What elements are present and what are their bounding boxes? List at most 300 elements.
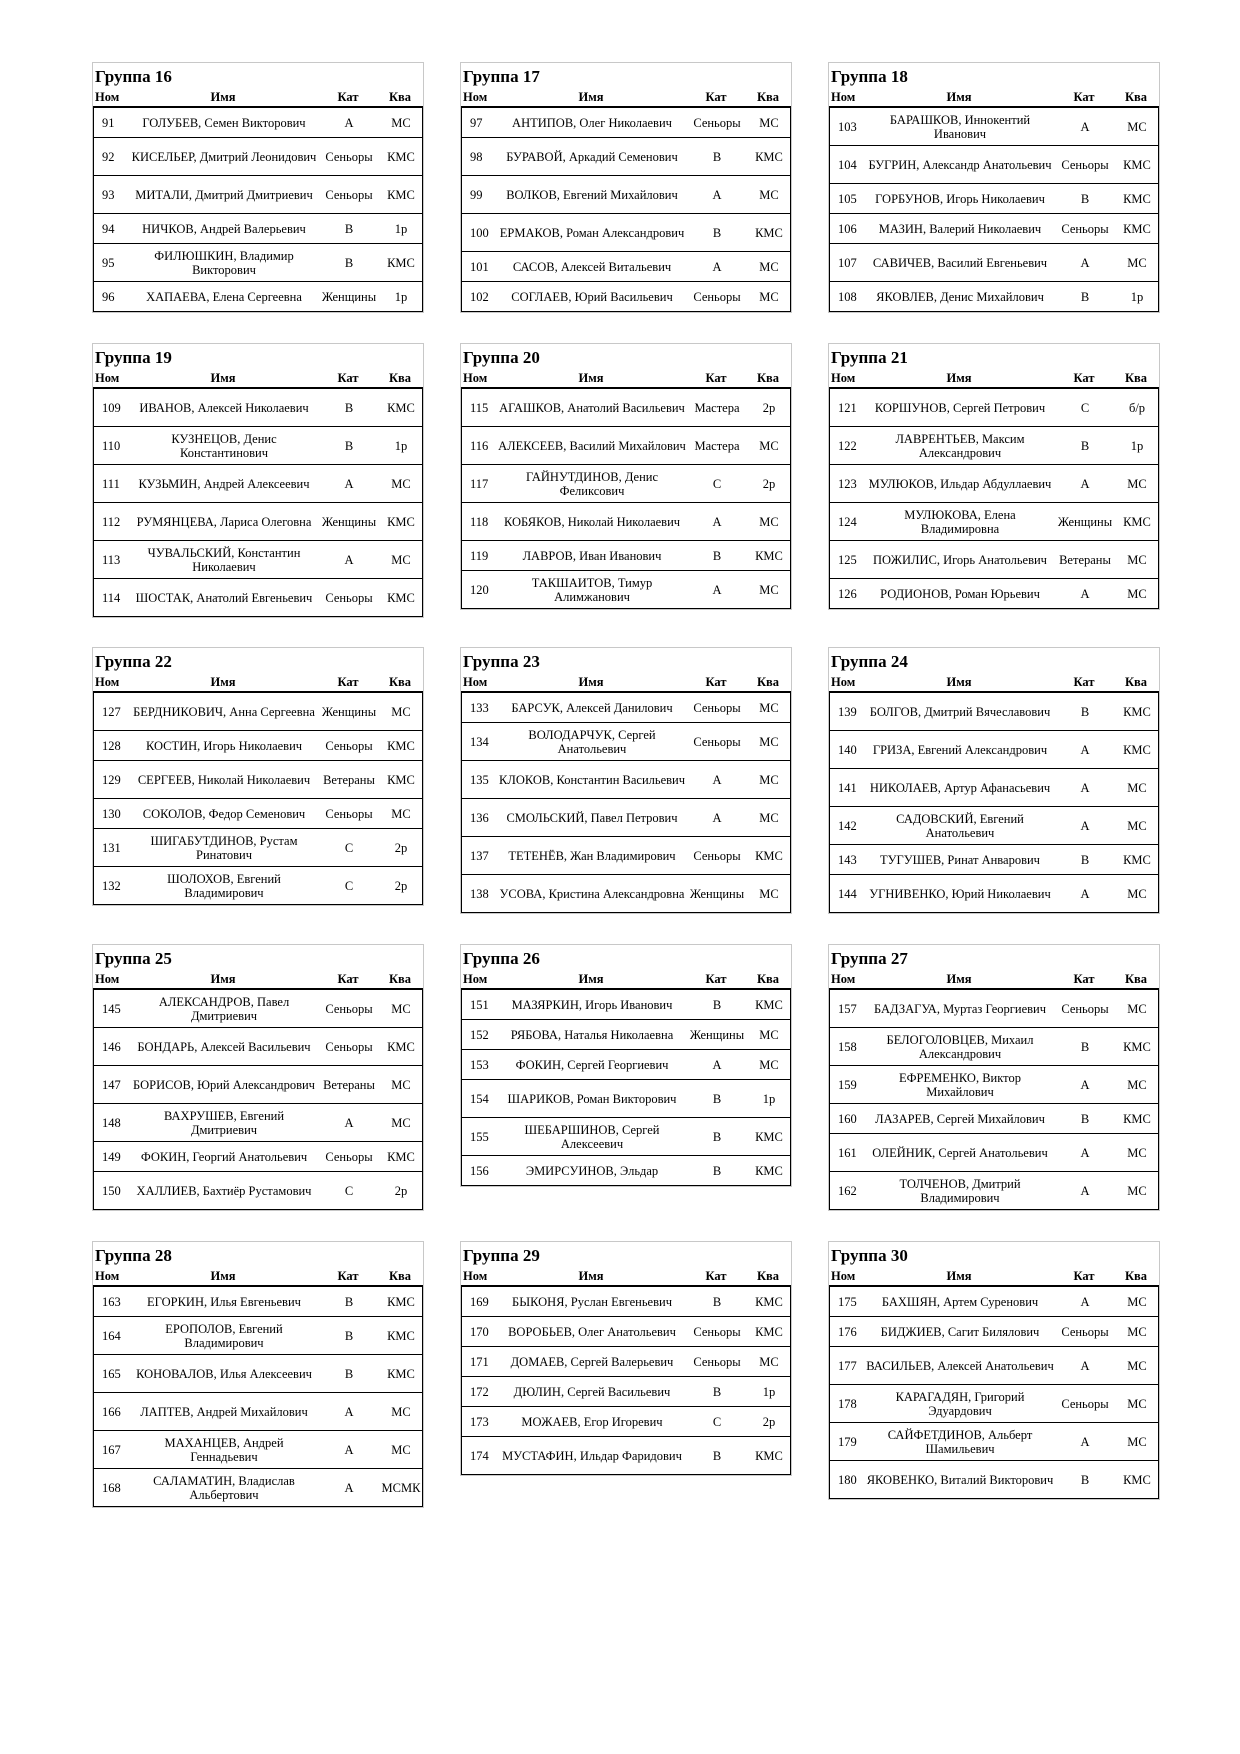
row-name: РЯБОВА, Наталья Николаевна <box>510 1027 674 1042</box>
table-row <box>94 176 422 214</box>
row-num: 179 <box>838 1434 857 1449</box>
table-row <box>94 761 422 799</box>
row-cat: A <box>1080 1145 1090 1160</box>
row-name: БЫКОНЯ, Руслан Евгеньевич <box>512 1294 672 1309</box>
header-name: Имя <box>210 675 236 689</box>
header-num: Ном <box>95 90 120 104</box>
row-num: 106 <box>838 221 857 236</box>
table-row <box>830 579 1158 609</box>
header-kva: Ква <box>1124 90 1148 104</box>
row-kva: б/р <box>1128 400 1146 415</box>
row-name: ШЕБАРШИНОВ, Сергей Алексеевич <box>524 1122 660 1151</box>
row-kva: МС <box>759 734 779 749</box>
row-name: ВАСИЛЬЕВ, Алексей Анатольевич <box>866 1358 1054 1373</box>
header-cat: Кат <box>337 1269 359 1283</box>
table-row <box>830 541 1158 579</box>
row-cat: B <box>712 1129 722 1144</box>
row-kva: МС <box>1127 1294 1147 1309</box>
table-body <box>93 693 423 905</box>
header-cat: Кат <box>337 675 359 689</box>
row-name: ПОЖИЛИС, Игорь Анатольевич <box>873 552 1047 567</box>
row-kva: КМС <box>387 514 415 529</box>
row-num: 121 <box>838 400 857 415</box>
row-cat: Сеньоры <box>325 590 373 605</box>
row-num: 124 <box>838 514 857 529</box>
row-num: 177 <box>838 1358 857 1373</box>
row-num: 102 <box>470 289 489 304</box>
row-name: ДОМАЕВ, Сергей Валерьевич <box>510 1354 674 1369</box>
row-name: БЕРДНИКОВИЧ, Анна Сергеевна <box>133 704 315 719</box>
row-kva: КМС <box>755 225 783 240</box>
row-num: 125 <box>838 552 857 567</box>
table-row <box>462 1407 790 1437</box>
row-num: 148 <box>102 1115 121 1130</box>
row-num: 111 <box>102 476 120 491</box>
row-kva: МС <box>391 476 411 491</box>
row-kva: МС <box>759 1354 779 1369</box>
row-kva: КМС <box>387 1149 415 1164</box>
table-row <box>94 138 422 176</box>
table-row <box>462 389 790 427</box>
table-row <box>830 1423 1158 1461</box>
header-cat: Кат <box>705 675 727 689</box>
table-row <box>94 1355 422 1393</box>
row-num: 131 <box>102 840 121 855</box>
row-name: САЛАМАТИН, Владислав Альбертович <box>153 1473 295 1502</box>
table-row <box>94 427 422 465</box>
row-name: БУРАВОЙ, Аркадий Семенович <box>506 149 678 164</box>
row-name: БЕЛОГОЛОВЦЕВ, Михаил Александрович <box>886 1032 1034 1061</box>
row-name: ДЮЛИН, Сергей Васильевич <box>513 1384 671 1399</box>
group-19-table <box>92 343 424 618</box>
table-row <box>462 427 790 465</box>
table-row <box>94 1431 422 1469</box>
row-name: ТОЛЧЕНОВ, Дмитрий Владимирович <box>899 1176 1021 1205</box>
header-name: Имя <box>946 972 972 986</box>
table-row <box>462 1287 790 1317</box>
row-cat: B <box>1080 852 1090 867</box>
table-row <box>94 1104 422 1142</box>
row-cat: B <box>1080 289 1090 304</box>
row-name: ФОКИН, Сергей Георгиевич <box>515 1057 669 1072</box>
row-name: КЛОКОВ, Константин Васильевич <box>499 772 685 787</box>
row-num: 93 <box>102 187 115 202</box>
table-row <box>94 693 422 731</box>
row-name: КУЗНЕЦОВ, Денис Константинович <box>171 431 277 460</box>
row-kva: МС <box>759 115 779 130</box>
header-kva: Ква <box>756 675 780 689</box>
row-cat: A <box>712 514 722 529</box>
row-kva: МС <box>1127 1324 1147 1339</box>
row-num: 110 <box>102 438 121 453</box>
row-name: ТУГУШЕВ, Ринат Анварович <box>880 852 1040 867</box>
row-cat: Мастера <box>694 400 740 415</box>
row-kva: КМС <box>1123 1472 1151 1487</box>
table-row <box>830 1385 1158 1423</box>
row-kva: КМС <box>1123 514 1151 529</box>
row-kva: 2р <box>762 1414 776 1429</box>
row-name: БАРСУК, Алексей Данилович <box>511 700 673 715</box>
row-cat: Ветераны <box>1059 552 1111 567</box>
header-num: Ном <box>831 1269 856 1283</box>
table-row <box>462 252 790 282</box>
header-num: Ном <box>463 972 488 986</box>
row-cat: A <box>344 1480 354 1495</box>
row-name: МАЗЯРКИН, Игорь Иванович <box>511 997 673 1012</box>
group-title: Группа 30 <box>831 1246 908 1265</box>
row-name: ГАЙНУТДИНОВ, Денис Феликсович <box>526 469 658 498</box>
table-body <box>829 693 1159 913</box>
table-row <box>830 769 1158 807</box>
group-21-table <box>828 343 1160 610</box>
group-title: Группа 16 <box>95 67 172 86</box>
row-cat: A <box>344 1442 354 1457</box>
header-cat: Кат <box>1073 371 1095 385</box>
header-cat: Кат <box>337 90 359 104</box>
row-kva: МС <box>1127 818 1147 833</box>
row-cat: Сеньоры <box>325 1149 373 1164</box>
row-kva: КМС <box>387 1366 415 1381</box>
header-cat: Кат <box>337 371 359 385</box>
row-kva: КМС <box>755 1294 783 1309</box>
header-kva: Ква <box>756 90 780 104</box>
row-name: ИВАНОВ, Алексей Николаевич <box>139 400 309 415</box>
row-cat: B <box>344 1294 354 1309</box>
table-row <box>830 1134 1158 1172</box>
row-name: ОЛЕЙНИК, Сергей Анатольевич <box>872 1145 1048 1160</box>
row-cat: B <box>1080 438 1090 453</box>
row-num: 159 <box>838 1077 857 1092</box>
row-name: ЛАЗАРЕВ, Сергей Михайлович <box>875 1111 1045 1126</box>
row-kva: МС <box>391 1442 411 1457</box>
table-body <box>461 693 791 913</box>
row-name: УСОВА, Кристина Александровна <box>499 886 685 901</box>
table-row <box>94 1142 422 1172</box>
row-num: 172 <box>470 1384 489 1399</box>
row-num: 119 <box>470 548 489 563</box>
table-row <box>94 990 422 1028</box>
row-name: СОКОЛОВ, Федор Семенович <box>142 806 306 821</box>
row-cat: C <box>344 878 354 893</box>
row-num: 158 <box>838 1039 857 1054</box>
group-20-table <box>460 343 792 610</box>
row-kva: КМС <box>1123 1111 1151 1126</box>
header-kva: Ква <box>388 1269 412 1283</box>
table-row <box>94 829 422 867</box>
table-row <box>462 1377 790 1407</box>
row-cat: B <box>712 1384 722 1399</box>
row-cat: C <box>344 840 354 855</box>
header-num: Ном <box>463 90 488 104</box>
row-kva: КМС <box>387 738 415 753</box>
row-num: 99 <box>470 187 483 202</box>
row-kva: МС <box>759 187 779 202</box>
header-kva: Ква <box>388 371 412 385</box>
row-num: 139 <box>838 704 857 719</box>
table-row <box>830 146 1158 184</box>
row-cat: B <box>1080 1111 1090 1126</box>
row-kva: МС <box>759 289 779 304</box>
row-kva: МС <box>1127 552 1147 567</box>
row-name: МИТАЛИ, Дмитрий Дмитриевич <box>135 187 313 202</box>
header-num: Ном <box>831 972 856 986</box>
table-row <box>462 138 790 176</box>
row-name: БУГРИН, Александр Анатольевич <box>868 157 1052 172</box>
row-num: 175 <box>838 1294 857 1309</box>
row-cat: Ветераны <box>323 772 375 787</box>
table-header <box>461 1267 791 1287</box>
header-name: Имя <box>578 371 604 385</box>
row-kva: МС <box>391 1001 411 1016</box>
row-name: АЛЕКСЕЕВ, Василий Михайлович <box>498 438 686 453</box>
group-title: Группа 24 <box>831 652 908 671</box>
row-name: САВИЧЕВ, Василий Евгеньевич <box>872 255 1048 270</box>
table-header <box>829 1267 1159 1287</box>
row-kva: МС <box>1127 1145 1147 1160</box>
table-row <box>830 1104 1158 1134</box>
row-kva: КМС <box>387 187 415 202</box>
table-row <box>830 1066 1158 1104</box>
header-cat: Кат <box>1073 972 1095 986</box>
row-kva: 2р <box>394 1183 408 1198</box>
row-cat: Сеньоры <box>1061 221 1109 236</box>
group-18-table <box>828 62 1160 313</box>
header-cat: Кат <box>337 972 359 986</box>
row-cat: Сеньоры <box>693 734 741 749</box>
table-header <box>93 1267 423 1287</box>
row-cat: B <box>344 1366 354 1381</box>
row-kva: КМС <box>387 400 415 415</box>
header-name: Имя <box>946 1269 972 1283</box>
table-row <box>830 1317 1158 1347</box>
table-row <box>462 990 790 1020</box>
row-kva: МС <box>759 886 779 901</box>
header-num: Ном <box>831 371 856 385</box>
row-kva: МС <box>1127 1434 1147 1449</box>
row-name: ХАПАЕВА, Елена Сергеевна <box>146 289 302 304</box>
table-body <box>93 389 423 617</box>
group-17-table <box>460 62 792 313</box>
row-cat: Мастера <box>694 438 740 453</box>
header-num: Ном <box>463 1269 488 1283</box>
header-cat: Кат <box>705 371 727 385</box>
row-num: 153 <box>470 1057 489 1072</box>
row-num: 174 <box>470 1448 489 1463</box>
row-name: ЧУВАЛЬСКИЙ, Константин Николаевич <box>147 545 301 574</box>
header-num: Ном <box>463 675 488 689</box>
row-num: 138 <box>470 886 489 901</box>
row-kva: КМС <box>1123 742 1151 757</box>
row-kva: КМС <box>387 1294 415 1309</box>
table-row <box>94 1393 422 1431</box>
row-kva: КМС <box>1123 191 1151 206</box>
row-cat: Женщины <box>321 514 377 529</box>
row-num: 147 <box>102 1077 121 1092</box>
row-cat: Сеньоры <box>1061 1396 1109 1411</box>
table-row <box>462 1347 790 1377</box>
header-cat: Кат <box>705 90 727 104</box>
row-num: 118 <box>470 514 489 529</box>
row-name: ЕРМАКОВ, Роман Александрович <box>499 225 685 240</box>
table-row <box>94 244 422 282</box>
row-cat: Сеньоры <box>325 187 373 202</box>
table-row <box>94 214 422 244</box>
row-cat: B <box>712 1091 722 1106</box>
row-kva: КМС <box>755 149 783 164</box>
row-kva: 1р <box>1130 289 1144 304</box>
table-row <box>462 465 790 503</box>
row-cat: A <box>1080 742 1090 757</box>
table-row <box>830 1028 1158 1066</box>
row-name: БИДЖИЕВ, Сагит Билялович <box>880 1324 1040 1339</box>
row-cat: B <box>712 548 722 563</box>
header-name: Имя <box>946 371 972 385</box>
table-row <box>830 1287 1158 1317</box>
row-num: 144 <box>838 886 857 901</box>
header-kva: Ква <box>756 972 780 986</box>
row-kva: МС <box>759 1057 779 1072</box>
header-kva: Ква <box>388 90 412 104</box>
row-cat: C <box>712 476 722 491</box>
row-kva: 2р <box>762 400 776 415</box>
row-name: МУСТАФИН, Ильдар Фаридович <box>502 1448 682 1463</box>
table-row <box>462 1156 790 1186</box>
row-cat: Сеньоры <box>693 115 741 130</box>
table-row <box>462 176 790 214</box>
table-row <box>94 1317 422 1355</box>
row-num: 140 <box>838 742 857 757</box>
row-cat: Сеньоры <box>693 1324 741 1339</box>
row-num: 136 <box>470 810 489 825</box>
table-body <box>829 108 1159 312</box>
row-num: 107 <box>838 255 857 270</box>
row-cat: B <box>344 255 354 270</box>
table-row <box>462 1020 790 1050</box>
row-num: 105 <box>838 191 857 206</box>
row-name: ЕРОПОЛОВ, Евгений Владимирович <box>165 1321 283 1350</box>
row-num: 146 <box>102 1039 121 1054</box>
table-row <box>830 693 1158 731</box>
row-kva: КМС <box>387 255 415 270</box>
header-num: Ном <box>95 675 120 689</box>
row-kva: МС <box>759 700 779 715</box>
table-header <box>461 673 791 693</box>
table-header <box>829 673 1159 693</box>
row-kva: КМС <box>755 1163 783 1178</box>
table-body <box>461 108 791 312</box>
table-row <box>462 108 790 138</box>
row-num: 152 <box>470 1027 489 1042</box>
header-kva: Ква <box>756 1269 780 1283</box>
table-row <box>830 282 1158 312</box>
row-cat: A <box>1080 255 1090 270</box>
group-title: Группа 20 <box>463 348 540 367</box>
row-name: ТАКШАИТОВ, Тимур Алимжанович <box>531 575 653 604</box>
row-num: 116 <box>470 438 489 453</box>
group-title: Группа 25 <box>95 949 172 968</box>
row-kva: МС <box>1127 780 1147 795</box>
header-num: Ном <box>831 90 856 104</box>
table-row <box>94 282 422 312</box>
row-cat: A <box>344 476 354 491</box>
table-row <box>94 465 422 503</box>
row-name: ГОЛУБЕВ, Семен Викторович <box>142 115 306 130</box>
row-kva: МС <box>759 514 779 529</box>
row-cat: B <box>1080 1039 1090 1054</box>
table-row <box>94 108 422 138</box>
row-num: 178 <box>838 1396 857 1411</box>
row-cat: Сеньоры <box>693 700 741 715</box>
table-header <box>461 970 791 990</box>
table-row <box>462 799 790 837</box>
row-num: 96 <box>102 289 115 304</box>
row-name: ШАРИКОВ, Роман Викторович <box>507 1091 677 1106</box>
header-name: Имя <box>210 1269 236 1283</box>
row-name: ФОКИН, Георгий Анатольевич <box>140 1149 308 1164</box>
row-name: УГНИВЕНКО, Юрий Николаевич <box>869 886 1051 901</box>
row-cat: A <box>712 1057 722 1072</box>
row-cat: A <box>344 552 354 567</box>
row-name: ВАХРУШЕВ, Евгений Дмитриевич <box>163 1108 285 1137</box>
row-kva: МСМК <box>381 1480 421 1495</box>
row-name: ЛАПТЕВ, Андрей Михайлович <box>140 1404 308 1419</box>
row-kva: МС <box>1127 255 1147 270</box>
row-name: САЙФЕТДИНОВ, Альберт Шамильевич <box>887 1427 1033 1456</box>
row-num: 123 <box>838 476 857 491</box>
group-28-table <box>92 1241 424 1508</box>
row-num: 170 <box>470 1324 489 1339</box>
row-name: АНТИПОВ, Олег Николаевич <box>512 115 672 130</box>
group-30-table <box>828 1241 1160 1500</box>
row-kva: МС <box>1127 1358 1147 1373</box>
header-cat: Кат <box>1073 90 1095 104</box>
row-cat: A <box>1080 119 1090 134</box>
table-row <box>830 1172 1158 1210</box>
row-kva: КМС <box>1123 704 1151 719</box>
row-num: 163 <box>102 1294 121 1309</box>
table-row <box>462 541 790 571</box>
row-cat: Женщины <box>689 886 745 901</box>
row-cat: Сеньоры <box>1061 157 1109 172</box>
row-num: 151 <box>470 997 489 1012</box>
group-23-table <box>460 647 792 914</box>
row-kva: КМС <box>387 772 415 787</box>
row-num: 160 <box>838 1111 857 1126</box>
group-25-table <box>92 944 424 1211</box>
row-num: 133 <box>470 700 489 715</box>
row-kva: МС <box>391 704 411 719</box>
row-num: 141 <box>838 780 857 795</box>
row-num: 132 <box>102 878 121 893</box>
row-cat: B <box>712 1163 722 1178</box>
row-num: 122 <box>838 438 857 453</box>
row-num: 117 <box>470 476 489 491</box>
row-name: САДОВСКИЙ, Евгений Анатольевич <box>896 811 1024 840</box>
table-row <box>462 1050 790 1080</box>
row-cat: Сеньоры <box>1061 1001 1109 1016</box>
row-name: ЕГОРКИН, Илья Евгеньевич <box>147 1294 301 1309</box>
table-row <box>830 108 1158 146</box>
table-header <box>461 88 791 108</box>
table-body <box>829 389 1159 609</box>
row-num: 135 <box>470 772 489 787</box>
row-num: 91 <box>102 115 115 130</box>
table-row <box>94 731 422 761</box>
table-row <box>830 465 1158 503</box>
row-name: КУЗЬМИН, Андрей Алексеевич <box>138 476 310 491</box>
row-name: БАРАШКОВ, Иннокентий Иванович <box>889 112 1031 141</box>
row-name: БАХШЯН, Артем Суренович <box>881 1294 1039 1309</box>
